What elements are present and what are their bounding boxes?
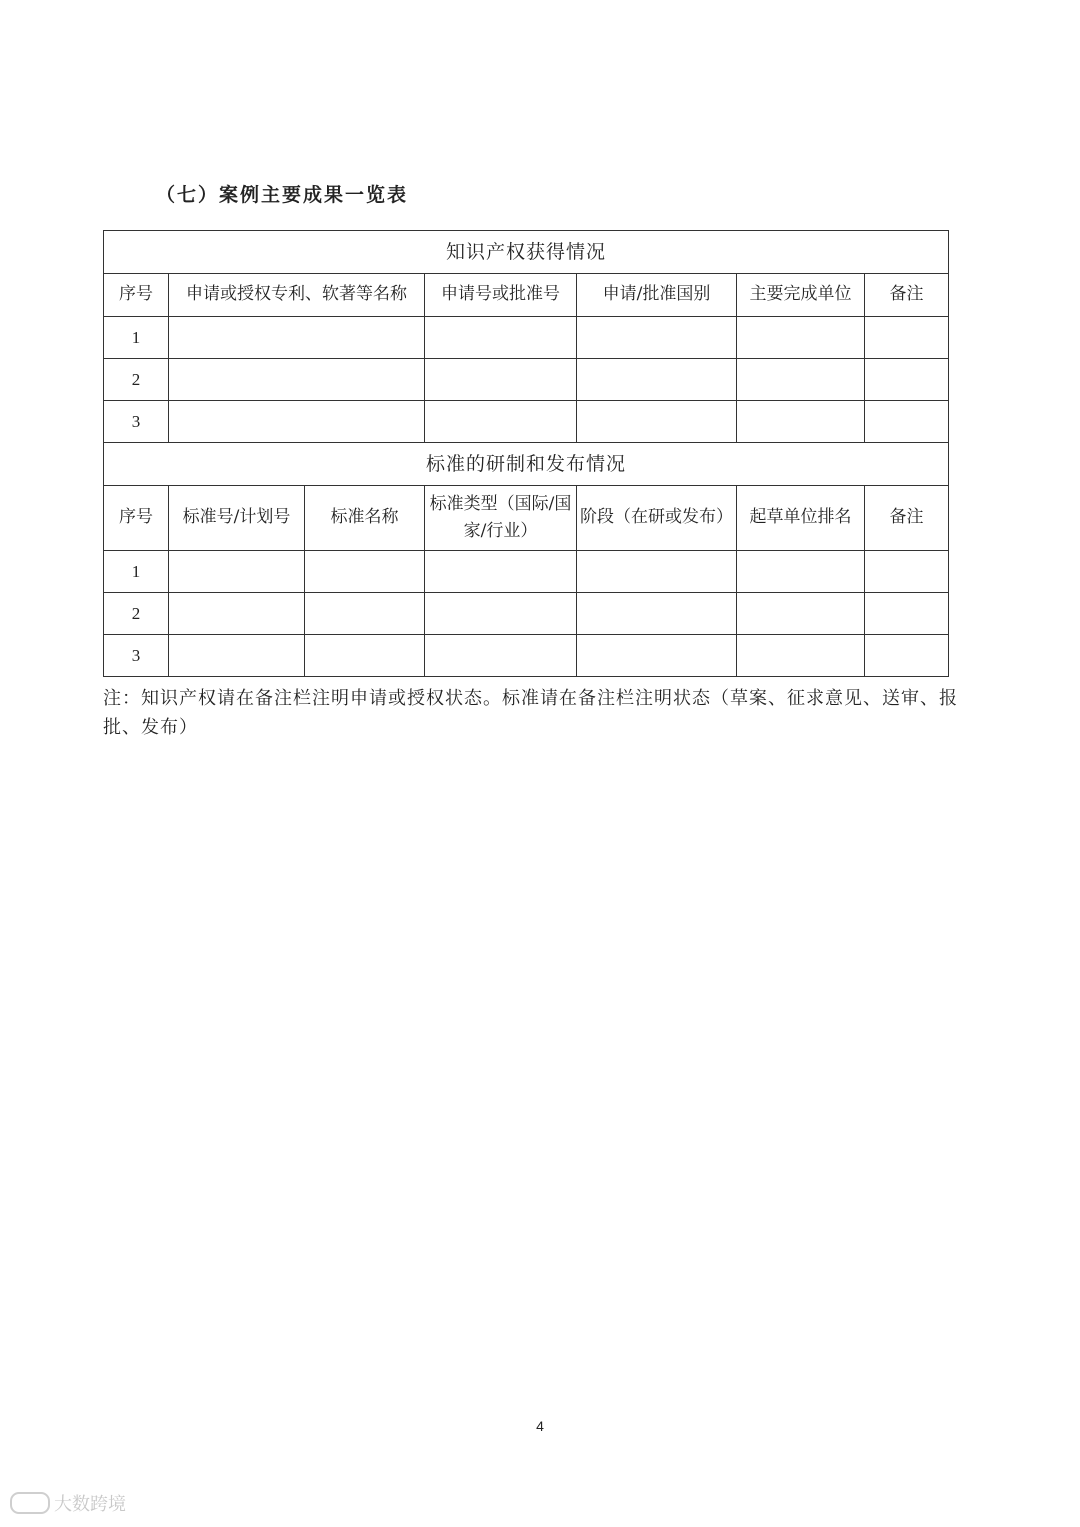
std-row-index: 1	[104, 551, 169, 593]
std-cell-rank[interactable]	[737, 551, 865, 593]
std-header-name: 标准名称	[305, 486, 425, 551]
watermark-logo-icon	[10, 1492, 50, 1514]
std-row	[104, 593, 949, 635]
ip-header-index: 序号	[104, 274, 169, 317]
ip-column-header-row	[104, 274, 949, 317]
ip-cell-country[interactable]	[577, 359, 737, 401]
ip-cell-unit[interactable]	[737, 359, 865, 401]
std-column-header-row	[104, 486, 949, 551]
ip-cell-country[interactable]	[577, 317, 737, 359]
ip-cell-number[interactable]	[425, 317, 577, 359]
watermark	[10, 1490, 126, 1516]
ip-header-number: 申请号或批准号	[425, 274, 577, 317]
watermark-text: 大数跨境	[54, 1494, 126, 1515]
std-cell-name[interactable]	[305, 593, 425, 635]
std-header-rank: 起草单位排名	[737, 486, 865, 551]
std-cell-code[interactable]	[169, 593, 305, 635]
std-cell-rank[interactable]	[737, 635, 865, 677]
std-cell-code[interactable]	[169, 551, 305, 593]
std-cell-type[interactable]	[425, 551, 577, 593]
std-header-code: 标准号/计划号	[169, 486, 305, 551]
ip-cell-name[interactable]	[169, 401, 425, 443]
page-number: 4	[536, 1418, 544, 1434]
ip-row	[104, 401, 949, 443]
std-cell-name[interactable]	[305, 635, 425, 677]
ip-cell-remark[interactable]	[865, 401, 949, 443]
ip-header-country: 申请/批准国别	[577, 274, 737, 317]
ip-cell-country[interactable]	[577, 401, 737, 443]
results-table	[103, 230, 949, 677]
std-cell-stage[interactable]	[577, 593, 737, 635]
ip-cell-remark[interactable]	[865, 359, 949, 401]
std-cell-rank[interactable]	[737, 593, 865, 635]
ip-header-remark: 备注	[865, 274, 949, 317]
std-header-remark: 备注	[865, 486, 949, 551]
ip-cell-name[interactable]	[169, 359, 425, 401]
std-header-stage: 阶段（在研或发布）	[577, 486, 737, 551]
std-cell-remark[interactable]	[865, 551, 949, 593]
std-section-title: 标准的研制和发布情况	[104, 443, 949, 486]
std-row	[104, 635, 949, 677]
table-note: 注：知识产权请在备注栏注明申请或授权状态。标准请在备注栏注明状态（草案、征求意见、送审、报批、发布）	[103, 688, 958, 738]
std-row	[104, 551, 949, 593]
std-row-index: 2	[104, 593, 169, 635]
ip-cell-unit[interactable]	[737, 401, 865, 443]
ip-cell-number[interactable]	[425, 359, 577, 401]
std-cell-name[interactable]	[305, 551, 425, 593]
ip-row	[104, 317, 949, 359]
std-header-type: 标准类型（国际/国家/行业）	[425, 486, 577, 551]
ip-header-name: 申请或授权专利、软著等名称	[169, 274, 425, 317]
std-section-header-row	[104, 443, 949, 486]
std-cell-stage[interactable]	[577, 551, 737, 593]
ip-row	[104, 359, 949, 401]
std-row-index: 3	[104, 635, 169, 677]
std-cell-type[interactable]	[425, 635, 577, 677]
std-cell-remark[interactable]	[865, 593, 949, 635]
ip-row-index: 1	[104, 317, 169, 359]
std-cell-remark[interactable]	[865, 635, 949, 677]
ip-cell-remark[interactable]	[865, 317, 949, 359]
ip-cell-unit[interactable]	[737, 317, 865, 359]
ip-cell-name[interactable]	[169, 317, 425, 359]
page-heading: （七）案例主要成果一览表	[156, 184, 409, 206]
ip-cell-number[interactable]	[425, 401, 577, 443]
ip-header-unit: 主要完成单位	[737, 274, 865, 317]
std-cell-stage[interactable]	[577, 635, 737, 677]
ip-row-index: 3	[104, 401, 169, 443]
ip-section-title: 知识产权获得情况	[104, 231, 949, 274]
std-cell-type[interactable]	[425, 593, 577, 635]
ip-row-index: 2	[104, 359, 169, 401]
std-header-index: 序号	[104, 486, 169, 551]
ip-section-header-row	[104, 231, 949, 274]
std-cell-code[interactable]	[169, 635, 305, 677]
